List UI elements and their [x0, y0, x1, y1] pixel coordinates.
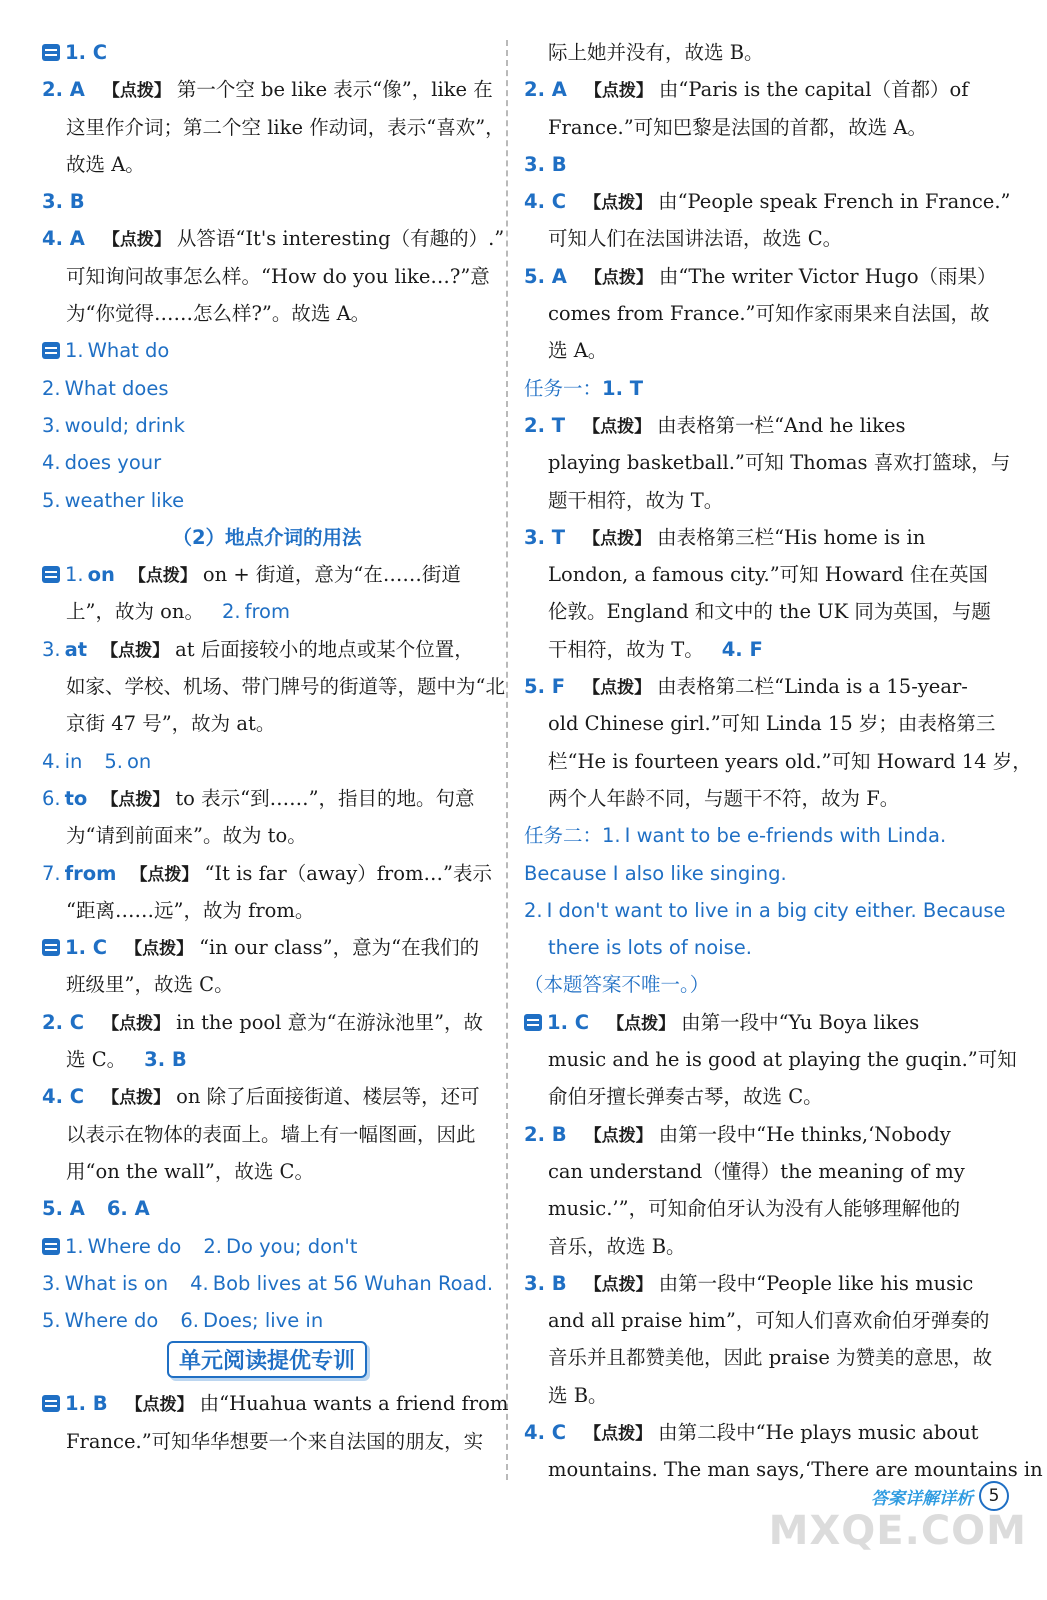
answer-line [42, 1302, 492, 1339]
answer-text: 由第一段中“He thinks,‘Nobody [658, 1122, 951, 1146]
hint-tag: 【点拨】 [584, 1125, 653, 1146]
answer-line [42, 34, 492, 71]
answer-text: 际上她并没有，故选 B。 [548, 41, 764, 64]
answer-text: 选 A。 [548, 339, 608, 363]
answer-line [524, 668, 972, 705]
page-number: 5 [979, 1481, 1009, 1511]
answer-line [42, 817, 492, 854]
answer-text: 由表格第一栏“And he likes [657, 413, 906, 437]
hint-tag: 【点拨】 [130, 864, 199, 885]
answer-number: 1. [65, 1234, 84, 1258]
answer-number: 4. A [42, 227, 85, 251]
answer-line [524, 743, 1032, 780]
answer-text-2: on [127, 749, 152, 773]
answer-line [42, 1116, 492, 1153]
task-label: 任务一： [524, 376, 603, 400]
answer-text: 京街 47 号”，故为 at。 [66, 712, 276, 736]
answer-text: Where do [64, 1309, 159, 1333]
answer-text: “距离……远”，故为 from。 [66, 898, 315, 922]
answer-number-2: 4. [190, 1271, 209, 1295]
answer-value: at [64, 637, 88, 661]
answer-line [42, 1004, 492, 1041]
answer-line [42, 780, 492, 817]
answer-text: I want to be e-friends with Linda. [624, 824, 947, 848]
answer-number: 6. [42, 786, 61, 810]
answer-number: 3. B [524, 1271, 567, 1295]
section-marker-icon [42, 939, 60, 956]
hint-tag: 【点拨】 [101, 640, 170, 661]
answer-text: 以表示在物体的表面上。墙上有一幅图画，因此 [66, 1122, 476, 1146]
answer-number-2: 6. A [106, 1197, 150, 1221]
answer-number: 1. [602, 824, 621, 848]
answer-line [42, 295, 492, 332]
answer-line [42, 71, 492, 108]
answer-line [524, 332, 972, 369]
answer-line [42, 929, 492, 966]
answer-line [524, 34, 972, 71]
answer-line [42, 258, 492, 295]
hint-tag: 【点拨】 [128, 566, 197, 587]
answer-line [524, 109, 972, 146]
answer-line [42, 1078, 492, 1115]
extra-number: 3. B [144, 1048, 187, 1072]
answer-text: there is lots of noise. [548, 936, 752, 960]
answer-line [524, 295, 990, 332]
answer-line [524, 407, 972, 444]
answer-text: France.”可知巴黎是法国的首都，故选 A。 [548, 115, 927, 139]
answer-number-2: 6. [180, 1309, 199, 1333]
answer-number-2: 2. [203, 1234, 222, 1258]
answer-line [524, 1339, 993, 1376]
answer-number: 2. C [42, 1010, 85, 1034]
answer-text: 故选 A。 [66, 152, 145, 176]
answer-line [524, 705, 996, 742]
answer-line [524, 220, 972, 257]
answer-number: 3. [42, 637, 61, 661]
answer-line [524, 1116, 972, 1153]
answer-line [524, 892, 1006, 929]
answer-number: 5. [42, 488, 61, 512]
answer-text: （本题答案不唯一。） [524, 973, 710, 997]
hint-tag: 【点拨】 [583, 528, 652, 549]
hint-tag: 【点拨】 [584, 81, 653, 102]
answer-line [42, 668, 505, 705]
answer-line [524, 146, 972, 183]
answer-text: 可知人们在法国讲法语，故选 C。 [548, 227, 843, 251]
answer-number: 4. [42, 451, 61, 475]
answer-text: in [64, 749, 83, 773]
answer-text: 由“People speak French in France.” [658, 190, 1011, 214]
answer-text: 由“The writer Victor Hugo（雨果） [658, 264, 997, 288]
answer-number: 2. T [524, 413, 566, 437]
answer-text: 干相符，故为 T。 [548, 637, 704, 661]
answer-text: France.”可知华华想要一个来自法国的朋友，实 [66, 1429, 484, 1453]
answer-line [42, 966, 492, 1003]
task-label: 任务二： [524, 824, 603, 848]
answer-line [524, 1041, 1017, 1078]
answer-number: 3. T [524, 525, 566, 549]
answer-number-2: 5. [104, 749, 123, 773]
answer-number: 1. [65, 339, 84, 363]
answer-text: What does [64, 376, 169, 400]
answer-line [524, 1228, 972, 1265]
hint-tag: 【点拨】 [101, 789, 170, 810]
answer-line [42, 444, 492, 481]
answer-text: old Chinese girl.”可知 Linda 15 岁；由表格第三 [548, 712, 996, 736]
answer-text: 音乐，故选 B。 [548, 1234, 686, 1258]
answer-text: What is on [64, 1271, 169, 1295]
answer-text-2: Does; live in [202, 1309, 324, 1333]
answer-number: 1. C [65, 41, 108, 64]
answer-number: 4. C [42, 1085, 85, 1109]
answer-line [524, 482, 972, 519]
answer-line [42, 1041, 492, 1078]
answer-number: 4. C [524, 1420, 567, 1444]
answer-text: What do [87, 339, 170, 363]
answer-text: can understand（懂得）the meaning of my [548, 1159, 965, 1183]
answer-line [42, 1153, 492, 1190]
section-marker-icon [42, 342, 60, 359]
answer-text-2: Bob lives at 56 Wuhan Road. [212, 1271, 494, 1295]
hint-tag: 【点拨】 [102, 1013, 171, 1034]
hint-tag: 【点拨】 [584, 267, 653, 288]
answer-text: 由第一段中“People like his music [658, 1271, 974, 1295]
answer-line [42, 370, 492, 407]
answer-line [42, 1385, 509, 1422]
answer-text: “It is far（away）from…”表示 [204, 861, 492, 885]
answer-text: in the pool 意为“在游泳池里”，故 [176, 1010, 484, 1034]
answer-text: 音乐并且都赞美他，因此 praise 为赞美的意思，故 [548, 1346, 993, 1370]
answer-number: 1. C [65, 936, 108, 960]
answer-number: 5. A [42, 1197, 85, 1221]
answer-text: 两个人年龄不同，与题干不符，故为 F。 [548, 786, 900, 810]
answer-number: 3. [42, 1271, 61, 1295]
answer-text: 这里作介词；第二个空 like 作动词，表示“喜欢”， [66, 115, 505, 139]
answer-text: 班级里”，故选 C。 [66, 973, 234, 997]
unit-banner: 单元阅读提优专训 [167, 1341, 367, 1378]
answer-line [524, 1265, 972, 1302]
answer-line [42, 407, 492, 444]
answer-line [524, 929, 972, 966]
answer-text: music.’”，可知俞伯牙认为没有人能够理解他的 [548, 1197, 961, 1221]
answer-line [524, 183, 1011, 220]
answer-text: music and he is good at playing the guqin.”可知 [548, 1048, 1017, 1072]
answer-text: playing basketball.”可知 Thomas 喜欢打篮球，与 [548, 451, 1011, 475]
answer-line [524, 1377, 972, 1414]
answer-text: and all praise him”，可知人们喜欢俞伯牙弹奏的 [548, 1309, 990, 1333]
answer-number: 2. B [524, 1122, 567, 1146]
section-marker-icon [42, 1238, 60, 1255]
answer-number: 1. B [65, 1392, 108, 1416]
answer-text: 从答语“It's interesting（有趣的）.” [176, 227, 505, 251]
answer-number: 4. C [524, 190, 567, 214]
answer-line [42, 593, 492, 630]
answer-line [524, 1414, 979, 1451]
answer-line [42, 482, 492, 519]
answer-text: 第一个空 be like 表示“像”，like 在 [176, 78, 493, 102]
answer-number: 1. C [547, 1010, 590, 1034]
hint-tag: 【点拨】 [583, 678, 652, 699]
answer-text: 为“请到前面来”。故为 to。 [66, 824, 307, 848]
hint-tag: 【点拨】 [102, 1088, 171, 1109]
extra-number: 2. [221, 600, 241, 624]
watermark: MXQE.COM [768, 1508, 1027, 1554]
answer-line [524, 780, 972, 817]
answer-text: would; drink [64, 413, 185, 437]
banner-row [42, 1339, 492, 1385]
answer-line [524, 556, 988, 593]
hint-tag: 【点拨】 [125, 1395, 194, 1416]
hint-tag: 【点拨】 [584, 193, 653, 214]
extra-number: 4. F [721, 637, 763, 661]
answer-number: 1. [65, 563, 84, 587]
answer-text: 题干相符，故为 T。 [548, 488, 724, 512]
answer-line [524, 444, 1011, 481]
hint-tag: 【点拨】 [584, 1274, 653, 1295]
answer-text: I don't want to live in a big city either. Because [546, 898, 1006, 922]
answer-text: 选 B。 [548, 1383, 608, 1407]
answer-line [524, 71, 972, 108]
answer-text: on 除了后面接街道、楼层等，还可 [176, 1085, 480, 1109]
answer-text: 俞伯牙擅长弹奏古琴，故选 C。 [548, 1085, 823, 1109]
answer-text: 由“Huahua wants a friend from [199, 1392, 509, 1416]
answer-line [42, 631, 492, 668]
answer-text: comes from France.”可知作家雨果来自法国，故 [548, 302, 990, 326]
answer-text-2: Do you; don't [225, 1234, 358, 1258]
hint-tag: 【点拨】 [102, 81, 171, 102]
section-marker-icon [42, 566, 60, 583]
answer-text: 由表格第三栏“His home is in [657, 525, 926, 549]
answer-text: 选 C。 [66, 1048, 127, 1072]
answer-text: “in our class”，意为“在我们的 [199, 936, 480, 960]
answer-text: 为“你觉得……怎么样?”。故选 A。 [66, 302, 371, 326]
answer-text: 伦敦。England 和文中的 the UK 同为英国，与题 [548, 600, 991, 624]
answer-line [524, 1190, 972, 1227]
answer-text: at 后面接较小的地点或某个位置， [175, 637, 474, 661]
answer-line [42, 1190, 492, 1227]
answer-line [42, 1423, 492, 1460]
answer-number: 2. A [524, 78, 567, 102]
answer-line [42, 892, 492, 929]
left-column [42, 34, 509, 1460]
answer-line [42, 183, 492, 220]
answer-text: London, a famous city.”可知 Howard 住在英国 [548, 563, 988, 587]
answer-text: 如家、学校、机场、带门牌号的街道等，题中为“北 [66, 675, 505, 699]
answer-text: 用“on the wall”，故选 C。 [66, 1159, 314, 1183]
section-heading: （2）地点介词的用法 [172, 525, 362, 549]
column-divider [506, 40, 508, 1480]
answer-line [42, 556, 492, 593]
answer-text: 可知询问故事怎么样。“How do you like…?”意 [66, 264, 490, 288]
section-marker-icon [524, 1014, 542, 1031]
answer-line [42, 220, 505, 257]
answer-number: 3. B [42, 190, 85, 214]
answer-line [524, 631, 972, 668]
answer-line [524, 1078, 972, 1115]
right-column [524, 34, 1043, 1489]
hint-tag: 【点拨】 [607, 1013, 676, 1034]
answer-line [42, 1265, 492, 1302]
answer-line [524, 1153, 972, 1190]
extra-text: from [244, 600, 290, 624]
answer-number: 2. [524, 898, 543, 922]
answer-value: from [64, 861, 117, 885]
answer-line [42, 109, 505, 146]
answer-line [524, 258, 997, 295]
answer-text: on + 街道，意为“在……街道 [202, 563, 461, 587]
answer-text: 由表格第二栏“Linda is a 15-year- [657, 675, 968, 699]
answer-line [42, 146, 492, 183]
answer-number: 1. T [602, 376, 644, 400]
footer-label: 答案详解详析 [871, 1488, 973, 1509]
answer-value: on [87, 563, 115, 587]
answer-number: 2. A [42, 78, 85, 102]
answer-text: weather like [64, 488, 185, 512]
answer-line [42, 855, 492, 892]
answer-number: 3. [42, 413, 61, 437]
answer-text: Where do [87, 1234, 182, 1258]
hint-tag: 【点拨】 [583, 416, 652, 437]
answer-line [524, 1302, 990, 1339]
answer-text: 由第二段中“He plays music about [658, 1420, 979, 1444]
answer-line [524, 593, 991, 630]
answer-value: to [64, 786, 88, 810]
answer-text: 上”，故为 on。 [66, 600, 204, 624]
answer-text: to 表示“到……”，指目的地。句意 [175, 786, 475, 810]
answer-text: 由第一段中“Yu Boya likes [681, 1010, 920, 1034]
answer-line [42, 705, 492, 742]
answer-line [524, 966, 972, 1003]
answer-line [524, 817, 972, 854]
section-marker-icon [42, 44, 60, 61]
answer-number: 2. [42, 376, 61, 400]
answer-line [42, 1228, 492, 1265]
answer-number: 5. [42, 1309, 61, 1333]
answer-line [42, 332, 492, 369]
answer-number: 5. F [524, 675, 566, 699]
answer-text: Because I also like singing. [524, 861, 787, 885]
answer-line [524, 1004, 972, 1041]
hint-tag: 【点拨】 [102, 230, 171, 251]
answer-line [524, 370, 972, 407]
answer-text: mountains. The man says,‘There are mountains in [548, 1458, 1043, 1482]
hint-tag: 【点拨】 [584, 1423, 653, 1444]
hint-tag: 【点拨】 [125, 939, 194, 960]
answer-number: 4. [42, 749, 61, 773]
answer-number: 5. A [524, 264, 567, 288]
answer-line [524, 519, 972, 556]
section-marker-icon [42, 1395, 60, 1412]
answer-text: does your [64, 451, 162, 475]
answer-line [42, 743, 492, 780]
answer-text: 栏“He is fourteen years old.”可知 Howard 14 岁， [548, 749, 1032, 773]
answer-number: 7. [42, 861, 61, 885]
answer-text: 由“Paris is the capital（首都）of [658, 78, 969, 102]
answer-number: 3. B [524, 152, 567, 176]
answer-line [524, 855, 972, 892]
